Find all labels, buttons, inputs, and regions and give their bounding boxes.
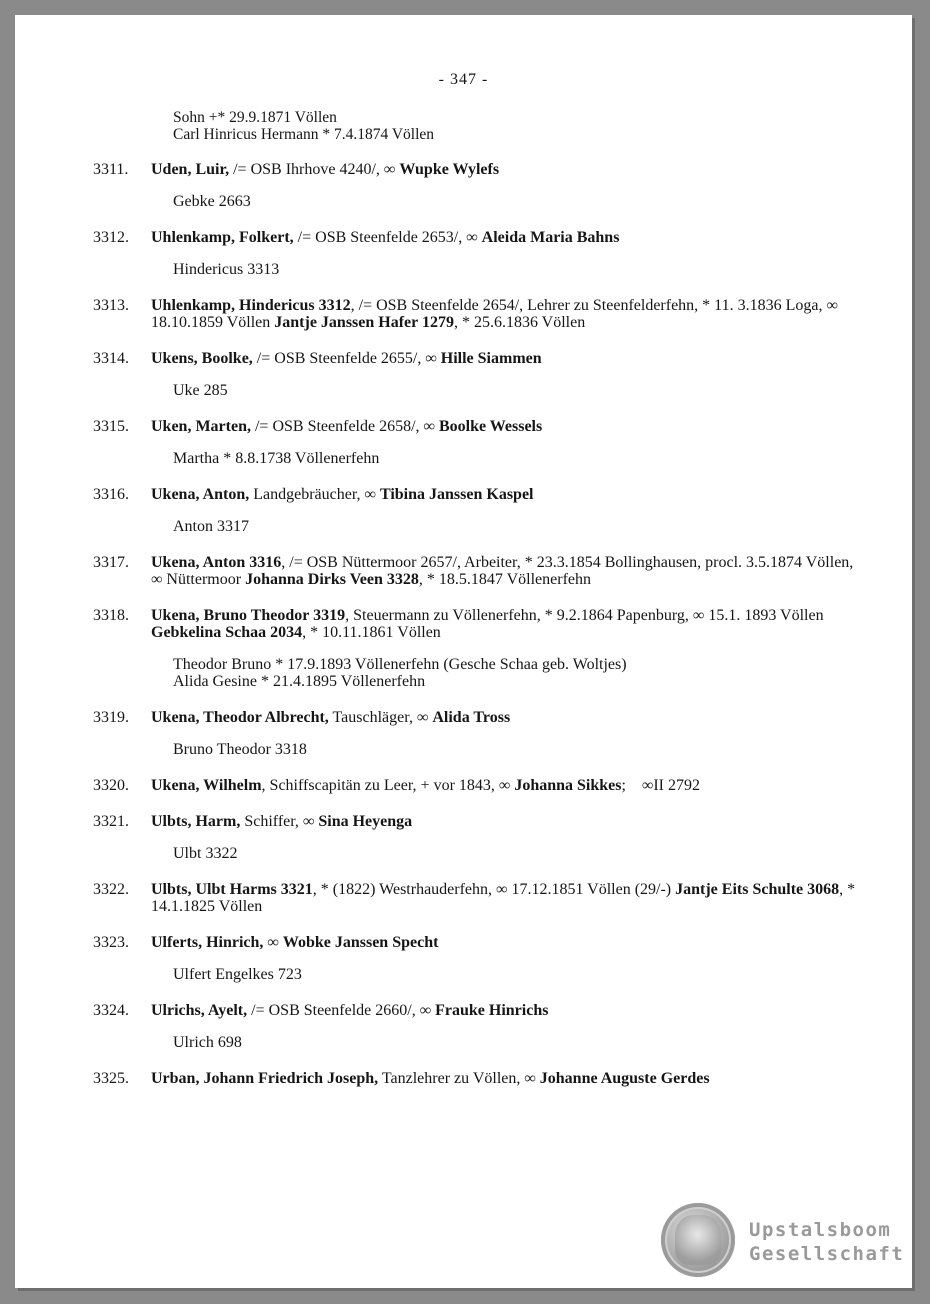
person-name: Uken, Marten,	[151, 418, 251, 435]
children-list	[173, 518, 912, 535]
society-name-line2: Gesellschaft	[749, 1243, 905, 1265]
genealogy-entry	[15, 486, 912, 535]
entry-number: 3324.	[93, 1002, 129, 1019]
entry-number: 3319.	[93, 709, 129, 726]
entry-details: /= OSB Ihrhove 4240/,	[229, 161, 384, 178]
child-line: Anton 3317	[173, 518, 249, 535]
spouse-name: Tibina Janssen Kaspel	[379, 486, 534, 503]
child-line: Hindericus 3313	[173, 261, 280, 278]
entry-text	[151, 709, 861, 726]
children-list	[173, 741, 912, 758]
entry-details: /= OSB Steenfelde 2660/,	[247, 1002, 420, 1019]
entry-text	[151, 350, 861, 367]
person-name: Uden, Luir,	[151, 161, 230, 178]
entry-text: Ulbts, Ulbt Harms 3321, * (1822) Westrhauderfehn, ∞ 17.12.1851 Völlen (29/-) Jantje Eits Schulte 3068, * 14.1.1825 Völlen	[151, 881, 856, 915]
entry-number: 3316.	[93, 486, 129, 503]
genealogy-entries	[15, 161, 912, 1106]
genealogy-entry	[15, 1002, 912, 1051]
marriage-symbol: ∞	[383, 161, 396, 178]
children-list	[173, 261, 912, 278]
entry-text	[151, 1002, 861, 1019]
marriage-symbol: ∞	[302, 813, 315, 830]
entry-number: 3321.	[93, 813, 129, 830]
entry-details: Schiffer,	[240, 813, 303, 830]
entry-details: /= OSB Steenfelde 2658/,	[250, 418, 424, 435]
genealogy-entry	[15, 709, 912, 758]
child-line: Gebke 2663	[173, 193, 251, 210]
spouse-name: Wobke Janssen Specht	[282, 934, 439, 951]
person-name: Uhlenkamp, Folkert,	[151, 229, 294, 246]
entry-text	[151, 1070, 861, 1087]
children-list	[173, 450, 912, 467]
genealogy-entry	[15, 777, 912, 794]
child-line: Ulrich 698	[173, 1034, 242, 1051]
entry-number: 3311.	[93, 161, 129, 178]
person-name: Ulrichs, Ayelt,	[151, 1002, 248, 1019]
entry-number: 3315.	[93, 418, 129, 435]
children-list	[173, 382, 912, 399]
society-name-line1: Upstalsboom	[749, 1219, 892, 1241]
genealogy-entry	[15, 607, 912, 690]
children-list	[173, 845, 912, 862]
entry-number: 3322.	[93, 881, 129, 898]
child-line: Ulbt 3322	[173, 845, 238, 862]
person-name: Ulbts, Harm,	[151, 813, 241, 830]
child-line: Ulfert Engelkes 723	[173, 966, 302, 983]
child-line: Uke 285	[173, 382, 228, 399]
entry-text	[151, 813, 861, 830]
marriage-symbol: ∞	[524, 1070, 536, 1087]
genealogy-entry	[15, 934, 912, 983]
spouse-name: Alida Tross	[432, 709, 511, 726]
marriage-symbol: ∞	[425, 350, 437, 367]
entry-text	[151, 486, 861, 503]
spouse-name: Johanne Auguste Gerdes	[539, 1070, 710, 1087]
genealogy-entry	[15, 813, 912, 862]
entry-details: Tanzlehrer zu Völlen,	[378, 1070, 525, 1087]
genealogy-entry	[15, 881, 912, 915]
genealogy-entry	[15, 229, 912, 278]
child-line: Martha * 8.8.1738 Völlenerfehn	[173, 450, 380, 467]
child-line: Sohn +* 29.9.1871 Völlen	[173, 109, 337, 126]
children-list	[173, 656, 912, 690]
entry-number: 3325.	[93, 1070, 129, 1087]
entry-number: 3317.	[93, 554, 129, 571]
genealogy-entry	[15, 297, 912, 331]
person-name: Ukens, Boolke,	[151, 350, 253, 367]
entry-text	[151, 161, 861, 178]
entry-number: 3320.	[93, 777, 129, 794]
child-line: Carl Hinricus Hermann * 7.4.1874 Völlen	[173, 126, 435, 143]
entry-text	[151, 934, 861, 951]
entry-details: /= OSB Steenfelde 2653/,	[293, 229, 467, 246]
child-line: Alida Gesine * 21.4.1895 Völlenerfehn	[173, 673, 426, 690]
person-name: Urban, Johann Friedrich Joseph,	[151, 1070, 379, 1087]
person-name: Ukena, Theodor Albrecht,	[151, 709, 329, 726]
page-number: - 347 -	[438, 71, 489, 88]
continued-children-list	[173, 109, 434, 143]
spouse-name: Aleida Maria Bahns	[481, 229, 620, 246]
entry-text	[151, 229, 861, 246]
entry-details: Tauschläger,	[328, 709, 417, 726]
marriage-symbol: ∞	[364, 486, 376, 503]
document-page	[15, 15, 912, 1288]
society-seal-icon	[661, 1203, 735, 1277]
society-logo-text	[749, 1218, 904, 1266]
genealogy-entry	[15, 418, 912, 467]
marriage-symbol: ∞	[466, 229, 478, 246]
spouse-name: Frauke Hinrichs	[435, 1002, 549, 1019]
marriage-symbol: ∞	[419, 1002, 432, 1019]
entry-text: Ukena, Wilhelm, Schiffscapitän zu Leer, + vor 1843, ∞ Johanna Sikkes; ∞II 2792	[151, 777, 700, 794]
marriage-symbol: ∞	[267, 934, 279, 951]
entry-number: 3314.	[93, 350, 129, 367]
entry-number: 3318.	[93, 607, 129, 624]
children-list	[173, 193, 912, 210]
spouse-name: Sina Heyenga	[318, 813, 413, 830]
entry-number: 3323.	[93, 934, 129, 951]
marriage-symbol: ∞	[416, 709, 429, 726]
spouse-name: Hille Siammen	[440, 350, 542, 367]
entry-number: 3313.	[93, 297, 129, 314]
genealogy-entry	[15, 554, 912, 588]
entry-text	[151, 418, 861, 435]
spouse-name: Boolke Wessels	[438, 418, 543, 435]
spouse-name: Wupke Wylefs	[399, 161, 500, 178]
entry-details: /= OSB Steenfelde 2655/,	[252, 350, 426, 367]
person-name: Ukena, Anton,	[151, 486, 250, 503]
genealogy-entry	[15, 161, 912, 210]
entry-text: Ukena, Bruno Theodor 3319, Steuermann zu Völlenerfehn, * 9.2.1864 Papenburg, ∞ 15.1. 1893 Völlen Gebkelina Schaa 2034, * 10.11.1861 Völlen	[151, 607, 824, 641]
person-name: Ulferts, Hinrich,	[151, 934, 264, 951]
entry-details: Landgebräucher,	[249, 486, 365, 503]
genealogy-entry	[15, 1070, 912, 1087]
entry-text: Ukena, Anton 3316, /= OSB Nüttermoor 2657/, Arbeiter, * 23.3.1854 Bollinghausen, procl. 3.5.1874 Völlen, ∞ Nüttermoor Johanna Dirks Veen 3328, * 18.5.1847 Völlenerfehn	[151, 554, 854, 588]
marriage-symbol: ∞	[423, 418, 435, 435]
genealogy-entry	[15, 350, 912, 399]
entry-number: 3312.	[93, 229, 129, 246]
children-list	[173, 966, 912, 983]
entry-text: Uhlenkamp, Hindericus 3312, /= OSB Steenfelde 2654/, Lehrer zu Steenfelderfehn, * 11. 3.1836 Loga, ∞ 18.10.1859 Völlen Jantje Janssen Hafer 1279, * 25.6.1836 Völlen	[151, 297, 838, 331]
children-list	[173, 1034, 912, 1051]
child-line: Theodor Bruno * 17.9.1893 Völlenerfehn (Gesche Schaa geb. Woltjes)	[173, 656, 627, 673]
child-line: Bruno Theodor 3318	[173, 741, 307, 758]
